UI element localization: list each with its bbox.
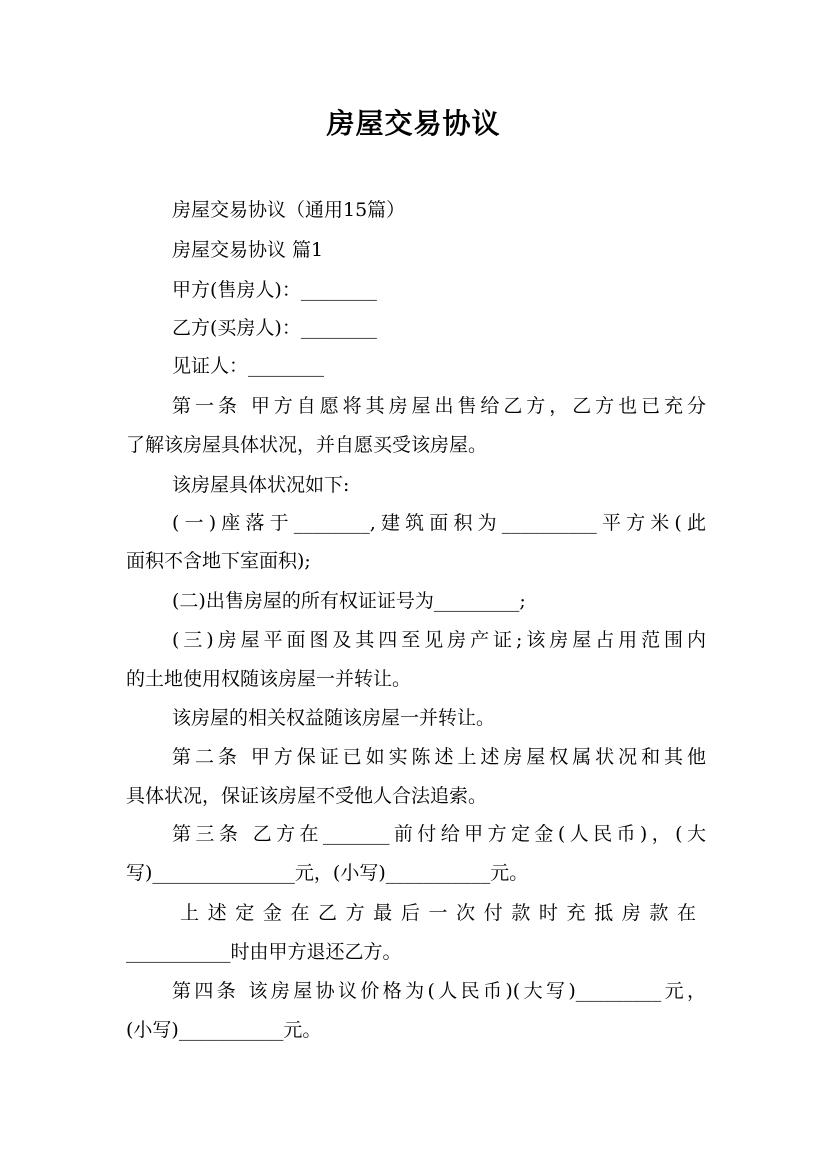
item-1-line-1: (一)座落于________,建筑面积为__________平方米(此 [172,512,706,534]
related-rights-line: 该房屋的相关权益随该房屋一并转让。 [172,707,496,729]
item-3-line-2: 的土地使用权随该房屋一并转让。 [126,668,412,690]
section-heading: 房屋交易协议 篇1 [172,239,324,261]
property-status-heading: 该房屋具体状况如下: [172,474,350,496]
article-1-line-1: 第一条 甲方自愿将其房屋出售给乙方，乙方也已充分 [172,395,706,417]
party-b-line: 乙方(买房人)：________ [172,317,377,339]
article-3-line-1: 第三条 乙方在_______前付给甲方定金(人民币)，(大 [172,823,706,845]
deposit-line-2: ___________时由甲方退还乙方。 [126,941,402,963]
article-4-line-1: 第四条 该房屋协议价格为(人民币)(大写)_________元， [172,980,706,1002]
item-2-line: (二)出售房屋的所有权证证号为_________; [172,590,526,612]
article-1-line-2: 了解该房屋具体状况，并自愿买受该房屋。 [126,434,488,456]
witness-line: 见证人：________ [172,355,325,377]
article-4-line-2: (小写)___________元。 [126,1019,322,1041]
article-2-line-2: 具体状况，保证该房屋不受他人合法追索。 [126,785,488,807]
subtitle-line: 房屋交易协议（通用15篇） [172,199,406,221]
deposit-line-1: 上述定金在乙方最后一次付款时充抵房款在 [180,902,700,924]
article-2-line-1: 第二条 甲方保证已如实陈述上述房屋权属状况和其他 [172,746,706,768]
party-a-line: 甲方(售房人)：________ [172,279,377,301]
item-3-line-1: (三)房屋平面图及其四至见房产证;该房屋占用范围内 [172,629,706,651]
article-3-line-2: 写)_______________元，(小写)___________元。 [126,862,529,884]
item-1-line-2: 面积不含地下室面积); [126,550,311,572]
document-title: 房屋交易协议 [326,107,501,140]
